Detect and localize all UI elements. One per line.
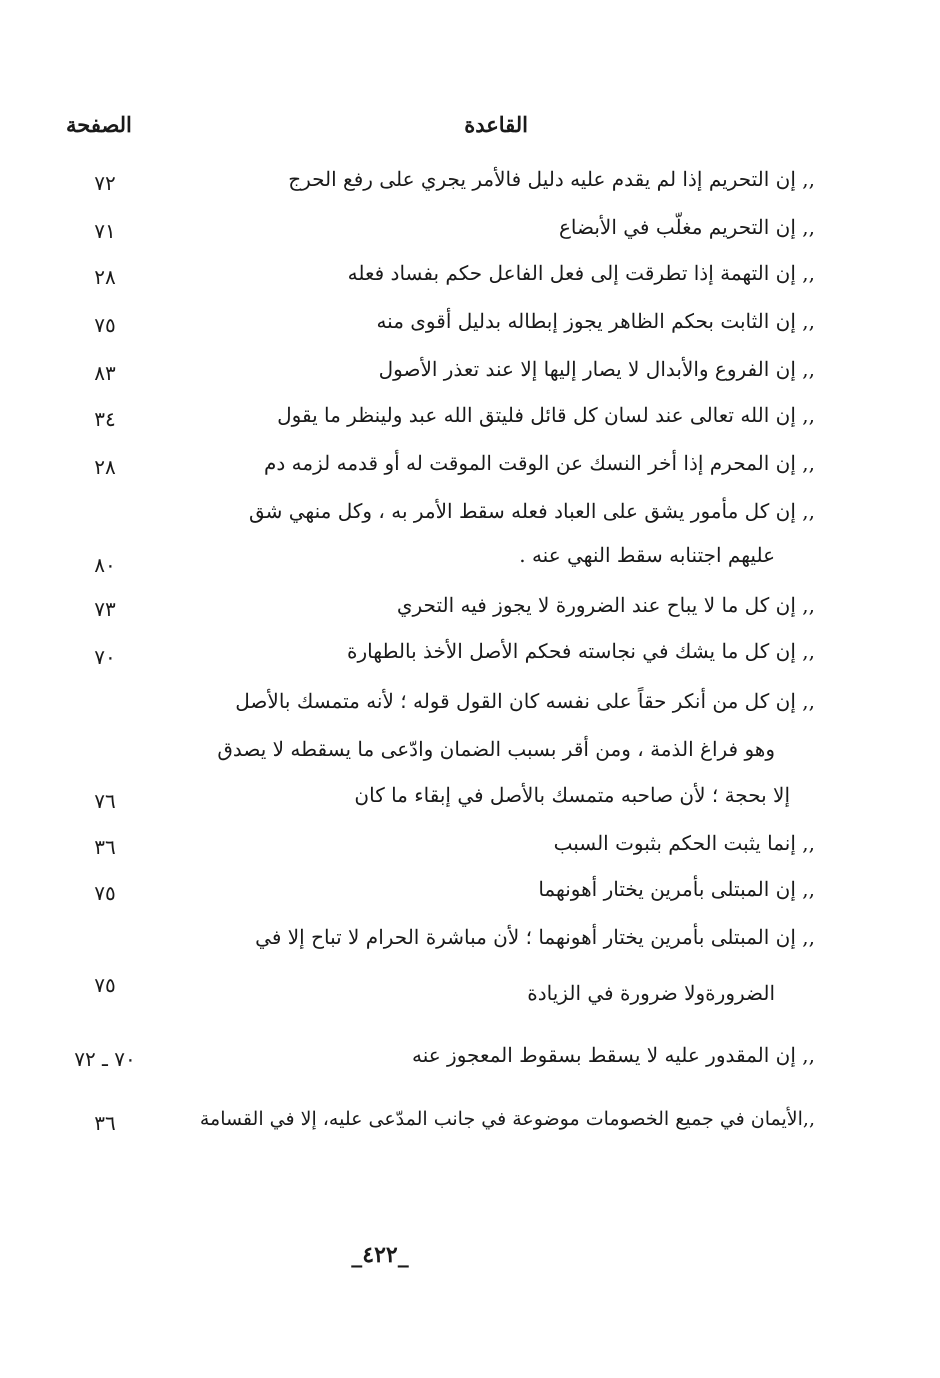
- index-entry-line: ,, إن كل ما لا يباح عند الضرورة لا يجوز فيه التحري: [396, 593, 815, 617]
- index-page-ref: ٣٤: [94, 407, 116, 431]
- index-entry-line: ,, إن التهمة إذا تطرقت إلى فعل الفاعل حكم بفساد فعله: [347, 261, 815, 285]
- index-entry-line: وهو فراغ الذمة ، ومن أقر بسبب الضمان وادّعى ما يسقطه لا يصدق: [217, 737, 775, 761]
- index-page-ref: ٢٨: [94, 265, 116, 289]
- page-number: _٤٢٢_: [351, 1242, 409, 1268]
- index-page-ref: ٧١: [94, 219, 116, 243]
- index-entry-line: ,,الأيمان في جميع الخصومات موضوعة في جانب المدّعى عليه، إلا في القسامة: [199, 1108, 815, 1130]
- index-page-ref: ٧٣: [94, 597, 116, 621]
- index-entry-line: ,, إن المحرم إذا أخر النسك عن الوقت الموقت له أو قدمه لزمه دم: [264, 451, 815, 475]
- index-entry-line: ,, إن المبتلى بأمرين يختار أهونهما ؛ لأن مباشرة الحرام لا تباح إلا في: [255, 925, 815, 949]
- index-page-ref: ٣٦: [94, 1111, 116, 1135]
- index-page-ref: ٢٨: [94, 455, 116, 479]
- index-page-ref: ٧٥: [94, 313, 116, 337]
- index-entry-line: ,, إن المقدور عليه لا يسقط بسقوط المعجوز عنه: [412, 1043, 815, 1067]
- index-page-ref: ٧٦: [94, 789, 116, 813]
- index-page-ref: ٨٠: [94, 553, 116, 577]
- index-entry-line: ,, إن كل مأمور يشق على العباد فعله سقط الأمر به ، وكل منهي شق: [248, 499, 815, 523]
- index-page-ref: ٧٢: [94, 171, 116, 195]
- index-page-ref: ٣٦: [94, 835, 116, 859]
- index-entry-line: ,, إن الفروع والأبدال لا يصار إليها إلا عند تعذر الأصول: [378, 357, 815, 381]
- index-page-ref: ٧٠: [94, 645, 116, 669]
- rule-column-heading: القاعدة: [464, 112, 528, 137]
- index-page-ref: ٨٣: [94, 361, 116, 385]
- index-entry-line: ,, إن التحريم مغلّب في الأبضاع: [558, 215, 815, 239]
- index-entry-line: ,, إن المبتلى بأمرين يختار أهونهما: [538, 877, 815, 901]
- index-page-ref: ٧٥: [94, 881, 116, 905]
- index-page-ref: ٧٠ ـ ٧٢: [74, 1047, 136, 1071]
- index-entry-line: إلا بحجة ؛ لأن صاحبه متمسك بالأصل في إبقاء ما كان: [354, 783, 790, 807]
- index-entry-line: ,, إن كل من أنكر حقاً على نفسه كان القول قوله ؛ لأنه متمسك بالأصل: [235, 689, 815, 713]
- index-entry-line: ,, إن التحريم إذا لم يقدم عليه دليل فالأمر يجري على رفع الحرج: [288, 167, 815, 191]
- index-entry-line: ,, إنما يثبت الحكم بثبوت السبب: [553, 831, 815, 855]
- index-entry-line: ,, إن الله تعالى عند لسان كل قائل فليتق الله عبد ولينظر ما يقول: [277, 403, 815, 427]
- index-page-ref: ٧٥: [94, 973, 116, 997]
- index-entry-line: عليهم اجتنابه سقط النهي عنه .: [519, 543, 775, 567]
- index-entry-line: ,, إن الثابت بحكم الظاهر يجوز إبطاله بدليل أقوى منه: [376, 309, 815, 333]
- index-entry-line: الضرورةولا ضرورة في الزيادة: [527, 981, 775, 1005]
- index-entry-line: ,, إن كل ما يشك في نجاسته فحكم الأصل الأخذ بالطهارة: [347, 639, 815, 663]
- page-column-heading: الصفحة: [66, 112, 132, 137]
